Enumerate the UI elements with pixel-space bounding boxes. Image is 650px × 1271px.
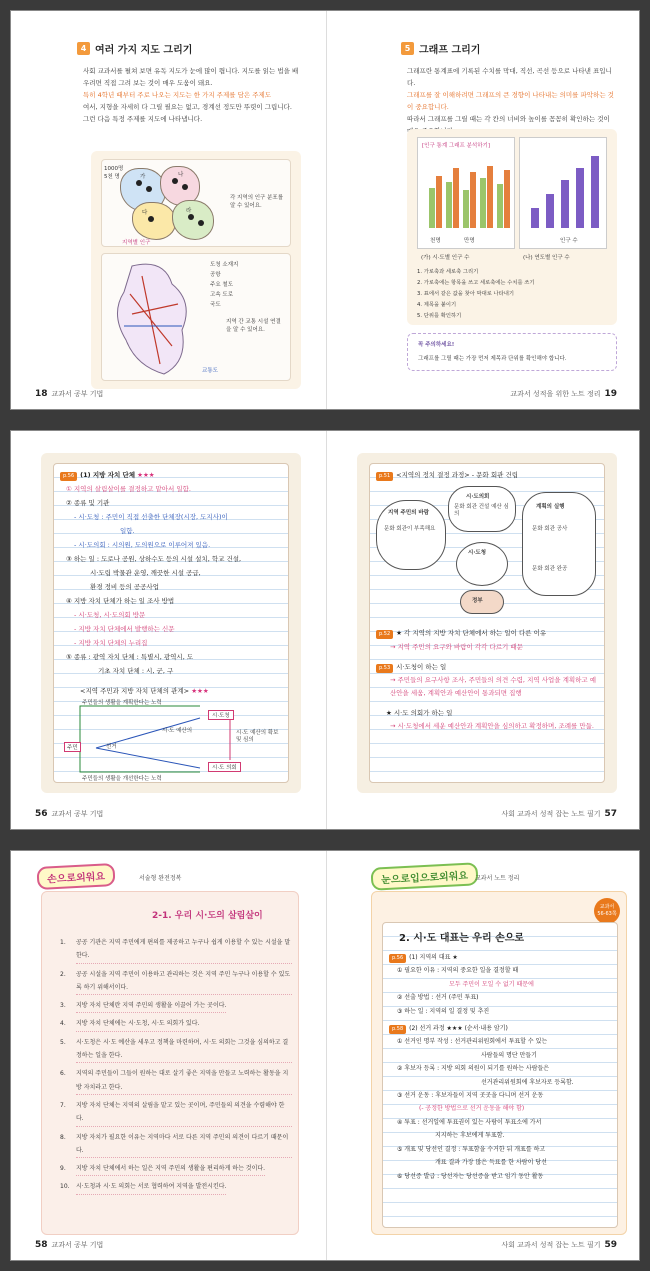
item-text: 시·도청은 시·도 예산을 세우고 정책을 마련하며, 시·도 의회는 그것을 심의하고 결정하는 일을 한다. [76, 1036, 292, 1064]
section-heading [401, 41, 480, 56]
graph-steps: 1. 가로축과 세로축 그리기 2. 가로축에는 항목을 쓰고 세로축에는 수치를 쓰기 3. 표에서 같은 값을 찾아 막대로 나타내기 4. 제목을 붙이기 5. 단위를 확인하기 [417, 269, 535, 319]
summary-list [60, 936, 292, 1199]
bar [436, 176, 442, 228]
notebook-page [382, 922, 618, 1228]
section-badge: 5 [401, 42, 414, 55]
region-da [132, 202, 176, 240]
bar [497, 184, 503, 228]
item-text: 지방 자치 단체에는 시·도청, 시·도 의회가 있다. [76, 1017, 199, 1031]
item-text: 시·도청과 시·도 의회는 서로 협력하여 지역을 발전시킨다. [76, 1180, 226, 1194]
council-box: 시·도 의회 [208, 762, 241, 772]
bar-chart-b: 인구 수 [519, 137, 607, 249]
note-heading: p.51 <지역의 정치 결정 과정> - 문화 회관 건립 [376, 468, 518, 482]
transport-note: 지역 간 교통 시설 연결을 알 수 있어요. [226, 319, 281, 333]
bar [546, 194, 554, 228]
footer-right: 교과서 성적을 위한 노트 정리 19 [510, 389, 617, 399]
bar [453, 168, 459, 228]
item-text: 지방 자치 단체에서 하는 일은 지역 주민의 생활을 편리하게 하는 것이다. [76, 1162, 265, 1176]
bar [463, 190, 469, 228]
bar [561, 180, 569, 228]
summary-item [60, 936, 292, 964]
summary-item [60, 1067, 292, 1095]
item-number: 4. [60, 1020, 66, 1028]
notebook-page [53, 463, 289, 783]
intro-paragraph: 사회 교과서를 펼쳐 보면 유독 지도가 눈에 많이 띕니다. 지도를 읽는 법을 배우려면 직접 그려 보는 것이 매우 도움이 돼요. 특히 4학년 때부터 주로 나오는 지도는 한 가지 주제를 담은 주제도 여서, 지형을 자세히 다 그릴 필요는 없고, 경계선 정도만 뚜렷이 그립니다. 그런 다음 특정 주제를 지도에 나타냅니다. [83, 67, 299, 123]
page-58 [11, 851, 326, 1260]
bar [429, 188, 435, 228]
item-number: 6. [60, 1070, 66, 1078]
item-text: 지방 자치 단체란 지역 주민의 생활을 이끌어 가는 곳이다. [76, 999, 226, 1013]
city-hall-box: 시·도청 [208, 710, 234, 720]
item-text: 공공 시설을 지역 주민이 이용하고 관리하는 것은 지역 주민 누구나 이용할 수 있도록 하기 위해서이다. [76, 968, 292, 996]
resident-box: 주민 [64, 742, 81, 752]
notebook-frame [357, 453, 617, 793]
footer-right: 사회 교과서 성적 잡는 노트 필기 59 [501, 1240, 617, 1250]
summary-item [60, 999, 292, 1013]
bar-chart-a: [인구 통계 그래프 분석하기] 천명 만명 [417, 137, 515, 249]
chart-caption-b: (나) 연도별 인구 수 [523, 255, 570, 261]
summary-item [60, 1162, 292, 1176]
transport-map: 도청 소재지 공항 주요 철도 고속 도로 국도 지역 간 교통 시설 연결을 알 수 있어요. 교통도 [101, 253, 291, 381]
bar [480, 178, 486, 228]
item-number: 8. [60, 1133, 66, 1141]
item-number: 7. [60, 1101, 66, 1109]
bar [576, 168, 584, 228]
bar [504, 170, 510, 228]
bar [487, 166, 493, 228]
chart-caption-a: (가) 시·도별 인구 수 [421, 255, 470, 261]
summary-item [60, 1180, 292, 1194]
item-number: 5. [60, 1038, 66, 1046]
summary-card [41, 891, 299, 1235]
summary-item [60, 968, 292, 996]
spread-2 [10, 430, 640, 830]
item-text: 공공 기관은 지역 주민에게 편의를 제공하고 누구나 쉽게 이용할 수 있는 시설을 말한다. [76, 936, 292, 964]
section-ribbon: 눈으로입으로외워요 [370, 862, 478, 891]
item-text: 지방 자치가 필요한 이유는 지역마다 서로 다른 지역 주민의 의견이 다르기 때문이다. [76, 1131, 292, 1159]
map-card [91, 151, 301, 389]
item-number: 2. [60, 970, 66, 978]
section-subtitle: 서술형 완전정복 [139, 875, 182, 882]
section-heading [77, 41, 192, 56]
item-number: 1. [60, 939, 66, 946]
page-57 [326, 431, 641, 829]
section-title: 여러 가지 지도 그리기 [95, 45, 193, 56]
section-subtitle: 교과서 노트 정리 [475, 875, 520, 882]
bar [470, 172, 476, 228]
relation-diagram: 주민들의 생활을 계획한다는 노력 주민 선거 시·도청 시·도 의회 시·도 예산의 시·도 예산의 확보 및 심의 주민들의 생활을 개선한다는 노력 [60, 696, 284, 778]
summary-item [60, 1017, 292, 1031]
population-map: 1000명 5천 명 가 나 다 라 각 지역의 인구 분포를 알 수 있어요. 지역별 인구 [101, 159, 291, 247]
legend-small: 1000명 [104, 166, 124, 172]
notebook-frame [41, 453, 301, 793]
region-ra [172, 200, 214, 240]
summary-item [60, 1036, 292, 1064]
summary-item [60, 1131, 292, 1159]
qa-lines: p.52 ★ 각 지역의 지방 자치 단체에서 하는 일이 다른 이유 → 지역 주민의 요구와 바람이 각각 다르기 때문 p.53 시·도청이 하는 일 → 주민들의 요구사항 조사, 주민들의 의견 수렴, 지역 사업을 계획하고 예산안을 세움, 계획안과 예산안이 통과되면 집행 ★ 시·도 의회가 하는 일 → 시·도청에서 세운 예산안과 계획안을 심의하고 확정하며, 조례를 만듦. [376, 626, 602, 733]
footer-left: 58 교과서 공부 기법 [35, 1240, 104, 1250]
tip-box: 꼭 주의하세요! 그래프를 그릴 때는 가장 먼저 제목과 단위를 확인해야 합니다. [407, 333, 617, 371]
footer-right: 사회 교과서 성적 잡는 노트 필기 57 [501, 809, 617, 819]
footer-left: 18 교과서 공부 기법 [35, 389, 104, 399]
bar [591, 156, 599, 228]
item-number: 3. [60, 1002, 66, 1010]
map-note: 각 지역의 인구 분포를 알 수 있어요. [230, 195, 284, 209]
section-ribbon: 손으로외워요 [36, 863, 115, 890]
note-lines: p.56 (1) 지방 자치 단체 ★★★ ① 지역의 살림살이를 결정하고 맡아서 일함. ② 종류 및 기관 - 시·도청 : 주민이 직접 선출한 단체장(시장, 도지사)이 일함. - 시·도의회 : 시의원, 도의원으로 이루어져 있음. ③ 하는 일 : 도로나 공원, 상하수도 등의 시설 설치, 학교 건설, 시·도립 박물관 운영, 깨끗한 시설 공급, 환경 정비 등의 공공사업 ④ 지방 자치 단체가 하는 일 조사 방법 - 시·도청, 시·도의회 방문 - 지방 자치 단체에서 발행하는 신문 - 지방 자치 단체의 누리집 ⑤ 종류 : 광역 자치 단체 : 특별시, 광역시, 도 기초 자치 단체 : 시, 군, 구 <지역 주민과 지방 자치 단체의 관계> ★★★ [60, 468, 286, 698]
intro-paragraph: 그래프란 통계표에 기록된 수치를 막대, 직선, 곡선 등으로 나타낸 표입니다. 그래프를 잘 이해하려면 그래프의 큰 경향이 나타내는 의미를 파악하는 것이 중요합니다. 따라서 그래프를 그릴 때는 각 칸의 너비와 높이를 꼼꼼히 확인하는 것이 [407, 67, 614, 123]
bar-chart-b-plot [521, 146, 607, 232]
notebook-page [369, 463, 605, 783]
item-number: 9. [60, 1165, 66, 1173]
page-ref-tag: p.56 [60, 472, 77, 481]
item-text: 지역의 주민들이 그들이 원하는 대로 살기 좋은 지역을 만들고 노력하는 활동을 지방 자치라고 한다. [76, 1067, 292, 1095]
page-18 [11, 11, 326, 409]
transport-caption: 교통도 [202, 368, 218, 374]
map-caption: 지역별 인구 [122, 240, 151, 246]
spread-3 [10, 850, 640, 1261]
footer-left: 56 교과서 공부 기법 [35, 809, 104, 819]
page-range-badge: 교과서 56-63쪽 [594, 898, 620, 924]
item-text: 지방 자치 단체는 지역의 살림을 맡고 있는 곳이며, 주민들의 의견을 수렴해야 한다. [76, 1099, 292, 1127]
notebook-frame [371, 891, 627, 1235]
bar [531, 208, 539, 228]
section-badge: 4 [77, 42, 90, 55]
graph-card [407, 129, 617, 325]
note-lines: p.56 (1) 지역의 대표 ★ ① 필요한 이유 : 지역의 중요한 일을 결정할 때 모두 주민이 모일 수 없기 때문에 ② 선출 방법 : 선거 (주민 투표) ③ 하는 일 : 지역의 일 결정 및 추진 p.58 (2) 선거 과정 ★★★ (순서·내용 암기) ① 선거인 명부 작성 : 선거관리위원회에서 투표할 수 있는 사람들의 명단 만들기 ② 후보자 등록 : 지방 의회 의원이 되기를 원하는 사람들은 선거관리위원회에 후보자로 등록함. ③ 선거 운동 : 후보자들이 지역 곳곳을 다니며 선거 운동 (- 공정한 방법으로 선거 운동을 해야 함) ④ 투표 : 선거일에 투표권이 있는 사람이 투표소에 가서 지지하는 후보에게 투표함. ⑤ 개표 및 당선인 결정 : 투표함을 수거한 뒤 개표를 하고 개표 결과 가장 많은 득표를 한 사람이 당선 ⑥ 당선증 발급 : 당선자는 당선증을 받고 임기 동안 활동 [389, 951, 615, 1183]
summary-item [60, 1099, 292, 1127]
section-title: 그래프 그리기 [419, 45, 481, 56]
page-56 [11, 431, 326, 829]
chapter-title: 2. 시·도 대표는 우리 손으로 [399, 933, 525, 944]
bar-chart-a-plot [419, 152, 515, 232]
bar [446, 182, 452, 228]
legend-large: 5천 명 [104, 174, 120, 180]
item-number: 10. [60, 1183, 70, 1191]
chapter-title: 2-1. 우리 시·도의 살림살이 [152, 911, 263, 921]
page-59 [326, 851, 641, 1260]
spread-1 [10, 10, 640, 410]
process-diagram: 지역 주민의 바람 시·도의회 계획의 실행 시·도청 정부 문화 회관이 부족해요 문화 회관 건설 예산 심의 문화 회관 공사 문화 회관 완공 [376, 486, 600, 616]
page-19 [326, 11, 641, 409]
